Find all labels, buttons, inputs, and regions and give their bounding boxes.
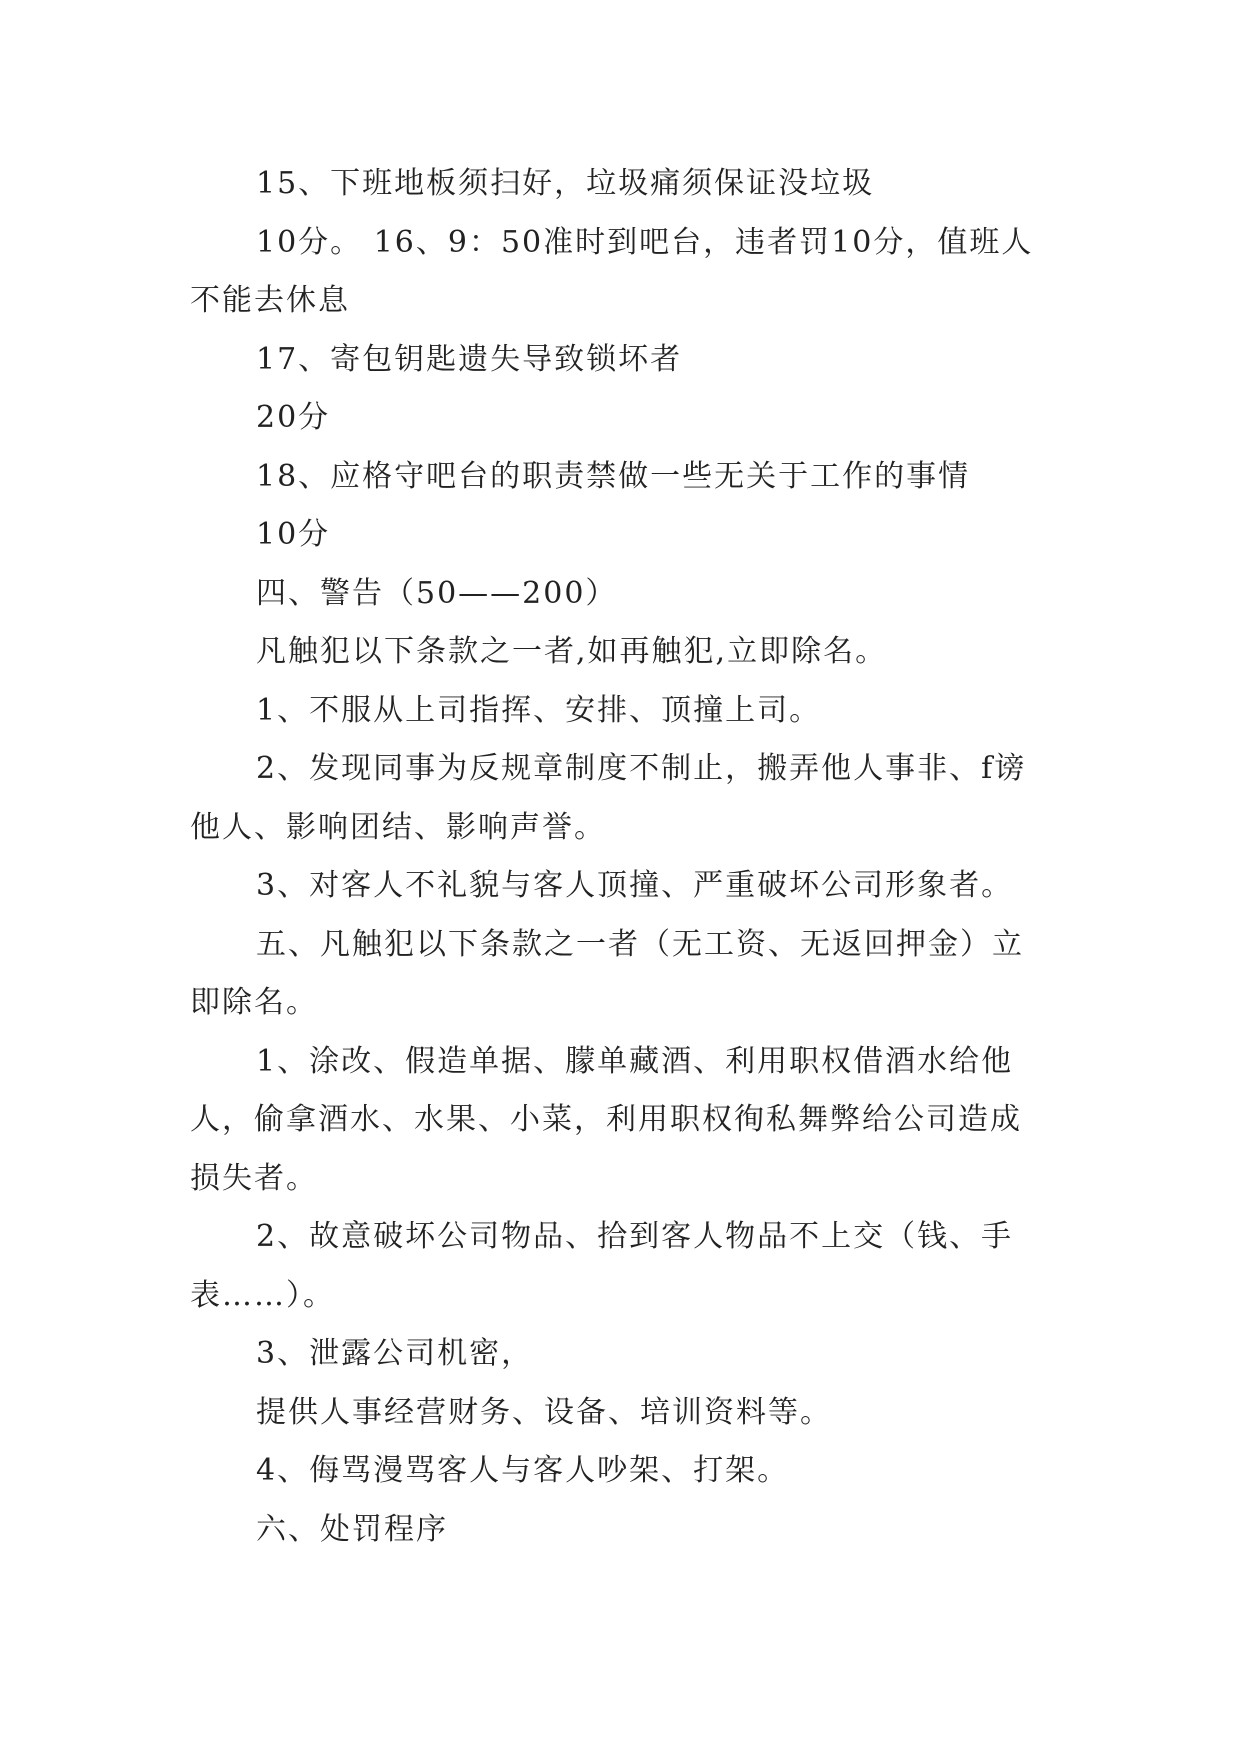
paragraph-warning-intro: 凡触犯以下条款之一者,如再触犯,立即除名。 (256, 634, 888, 669)
section-heading-dismissal: 五、凡触犯以下条款之一者（无工资、无返回押金）立即除名。 (190, 926, 1024, 1020)
paragraph-item-18: 18、应格守吧台的职责禁做一些无关于工作的事情 (256, 458, 971, 494)
paragraph-dismissal-1: 1、涂改、假造单据、朦单藏酒、利用职权借酒水给他人，偷拿酒水、水果、小菜，利用职权徇私舞弊给公司造成损失者。 (190, 1043, 1022, 1196)
paragraph-warning-1: 1、不服从上司指挥、安排、顶撞上司。 (256, 692, 822, 728)
paragraph-warning-2: 2、发现同事为反规章制度不制止，搬弄他人事非、f谤他人、影响团结、影响声誉。 (190, 751, 1027, 845)
paragraph-item-17: 17、寄包钥匙遗失导致锁坏者 (256, 341, 683, 377)
section-heading-procedure: 六、处罚程序 (256, 1511, 448, 1547)
paragraph-dismissal-2: 2、故意破坏公司物品、拾到客人物品不上交（钱、手表……）。 (190, 1219, 1014, 1313)
paragraph-penalty-10: 10分 (256, 517, 331, 552)
section-heading-warning: 四、警告（50——200） (256, 575, 618, 611)
paragraph-warning-3: 3、对客人不礼貌与客人顶撞、严重破坏公司形象者。 (256, 868, 1014, 903)
paragraph-penalty-20: 20分 (256, 400, 331, 435)
paragraph-dismissal-3: 3、泄露公司机密， (256, 1336, 534, 1371)
paragraph-dismissal-4: 4、侮骂漫骂客人与客人吵架、打架。 (256, 1453, 790, 1488)
document-body (190, 155, 1050, 1559)
paragraph-item-16: 10分。 16、9：50准时到吧台，违者罚10分，值班人不能去休息 (190, 224, 1034, 318)
paragraph-item-15: 15、下班地板须扫好，垃圾痛须保证没垃圾 (256, 166, 875, 201)
paragraph-dismissal-3-cont: 提供人事经营财务、设备、培训资料等。 (256, 1394, 832, 1430)
